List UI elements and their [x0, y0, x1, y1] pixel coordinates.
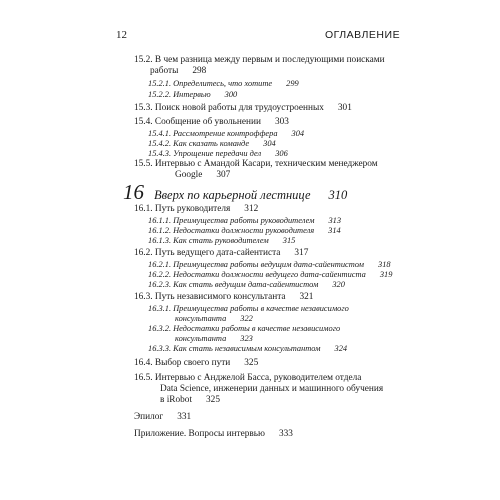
toc-page: 333	[278, 429, 293, 439]
toc-subentry[interactable]: 16.1.3. Как стать руководителем 315	[148, 236, 296, 245]
toc-page: 303	[274, 117, 289, 127]
toc-page: 314	[328, 226, 341, 235]
toc-entry[interactable]: работы 298	[150, 66, 207, 76]
chapter-number: 16	[123, 180, 144, 204]
toc-subentry[interactable]: 16.3.1. Преимущества работы в качестве независимого	[148, 304, 349, 313]
toc-entry[interactable]: Data Science, инженерии данных и машинного обучения	[160, 384, 384, 394]
chapter-heading[interactable]	[123, 180, 347, 205]
chapter-title: Вверх по карьерной лестнице	[154, 188, 311, 202]
toc-page: 320	[332, 280, 345, 289]
toc-subentry[interactable]: 15.2.2. Интервью 300	[148, 90, 238, 99]
toc-page: 304	[291, 129, 305, 138]
toc-subentry[interactable]: 15.4.2. Как сказать команде 304	[148, 139, 276, 148]
toc-subentry[interactable]: 16.2.1. Преимущества работы ведущим дата-сайентистом 318	[148, 260, 391, 269]
toc-page: 322	[240, 314, 253, 323]
toc-subentry[interactable]: 16.1.1. Преимущества работы руководителем 313	[148, 216, 342, 225]
toc-subentry[interactable]: 16.3.2. Недостатки работы в качестве независимого	[148, 324, 341, 333]
toc-entry[interactable]: Google 307	[175, 170, 231, 180]
toc-entry[interactable]: 16.3. Путь независимого консультанта 321	[134, 292, 314, 302]
toc-page: 319	[379, 270, 393, 279]
toc-entry[interactable]: 16.4. Выбор своего пути 325	[134, 358, 259, 368]
toc-entry[interactable]: Эпилог 331	[134, 412, 192, 422]
toc-entry[interactable]: в iRobot 325	[160, 395, 220, 405]
toc-entry[interactable]: 16.5. Интервью с Анджелой Басса, руководителем отдела	[134, 373, 362, 383]
toc-page: 321	[299, 292, 314, 302]
toc-page: 325	[244, 358, 259, 368]
toc-subentry[interactable]: 15.4.1. Рассмотрение контроффера 304	[148, 129, 305, 138]
toc-subentry[interactable]: 16.2.2. Недостатки должности ведущего дата-сайентиста 319	[148, 270, 393, 279]
toc-subentry[interactable]: 15.2.1. Определитесь, что хотите 299	[148, 79, 299, 88]
toc-page: 318	[378, 260, 391, 269]
toc-entry[interactable]: 15.2. В чем разница между первым и последующими поисками	[134, 55, 385, 65]
toc-subentry[interactable]: 16.3.3. Как стать независимым консультантом 324	[148, 344, 348, 353]
toc-subentry[interactable]: 16.2.3. Как стать ведущим дата-сайентистом 320	[148, 280, 345, 289]
toc-page: 313	[328, 216, 342, 225]
toc-entry[interactable]: 15.4. Сообщение об увольнении 303	[134, 117, 289, 127]
chapter-page: 310	[328, 188, 348, 202]
toc-page: 315	[282, 236, 296, 245]
toc-page: 325	[206, 395, 220, 405]
toc-entry[interactable]: 16.1. Путь руководителя 312	[134, 204, 259, 214]
toc-page: 312	[244, 204, 259, 214]
toc-subentry[interactable]: 15.4.3. Упрощение передачи дел 306	[148, 149, 288, 158]
toc-page: 331	[177, 412, 192, 422]
toc-page: 306	[275, 149, 288, 158]
toc-page: 317	[294, 248, 309, 258]
running-title: ОГЛАВЛЕНИЕ	[325, 29, 401, 41]
toc-page: 300	[224, 90, 238, 99]
toc-page: 301	[337, 103, 352, 113]
toc-entry[interactable]: 16.2. Путь ведущего дата-сайентиста 317	[134, 248, 309, 258]
toc-page: 299	[286, 79, 299, 88]
toc-subentry[interactable]: 16.1.2. Недостатки должности руководителя 314	[148, 226, 341, 235]
toc-page: 307	[216, 170, 231, 180]
toc-entry[interactable]: Приложение. Вопросы интервью 333	[134, 429, 293, 439]
page-number: 12	[116, 29, 127, 41]
toc-page: 298	[192, 66, 207, 76]
toc-subentry[interactable]: консультанта 322	[175, 314, 253, 323]
toc-page: 323	[240, 334, 253, 343]
toc-subentry[interactable]: консультанта 323	[175, 334, 253, 343]
toc-page: 304	[263, 139, 276, 148]
toc-entry[interactable]: 15.3. Поиск новой работы для трудоустроенных 301	[134, 103, 352, 113]
toc-page: 324	[334, 344, 348, 353]
toc-entry[interactable]: 15.5. Интервью с Амандой Касари, техническим менеджером	[134, 159, 378, 169]
